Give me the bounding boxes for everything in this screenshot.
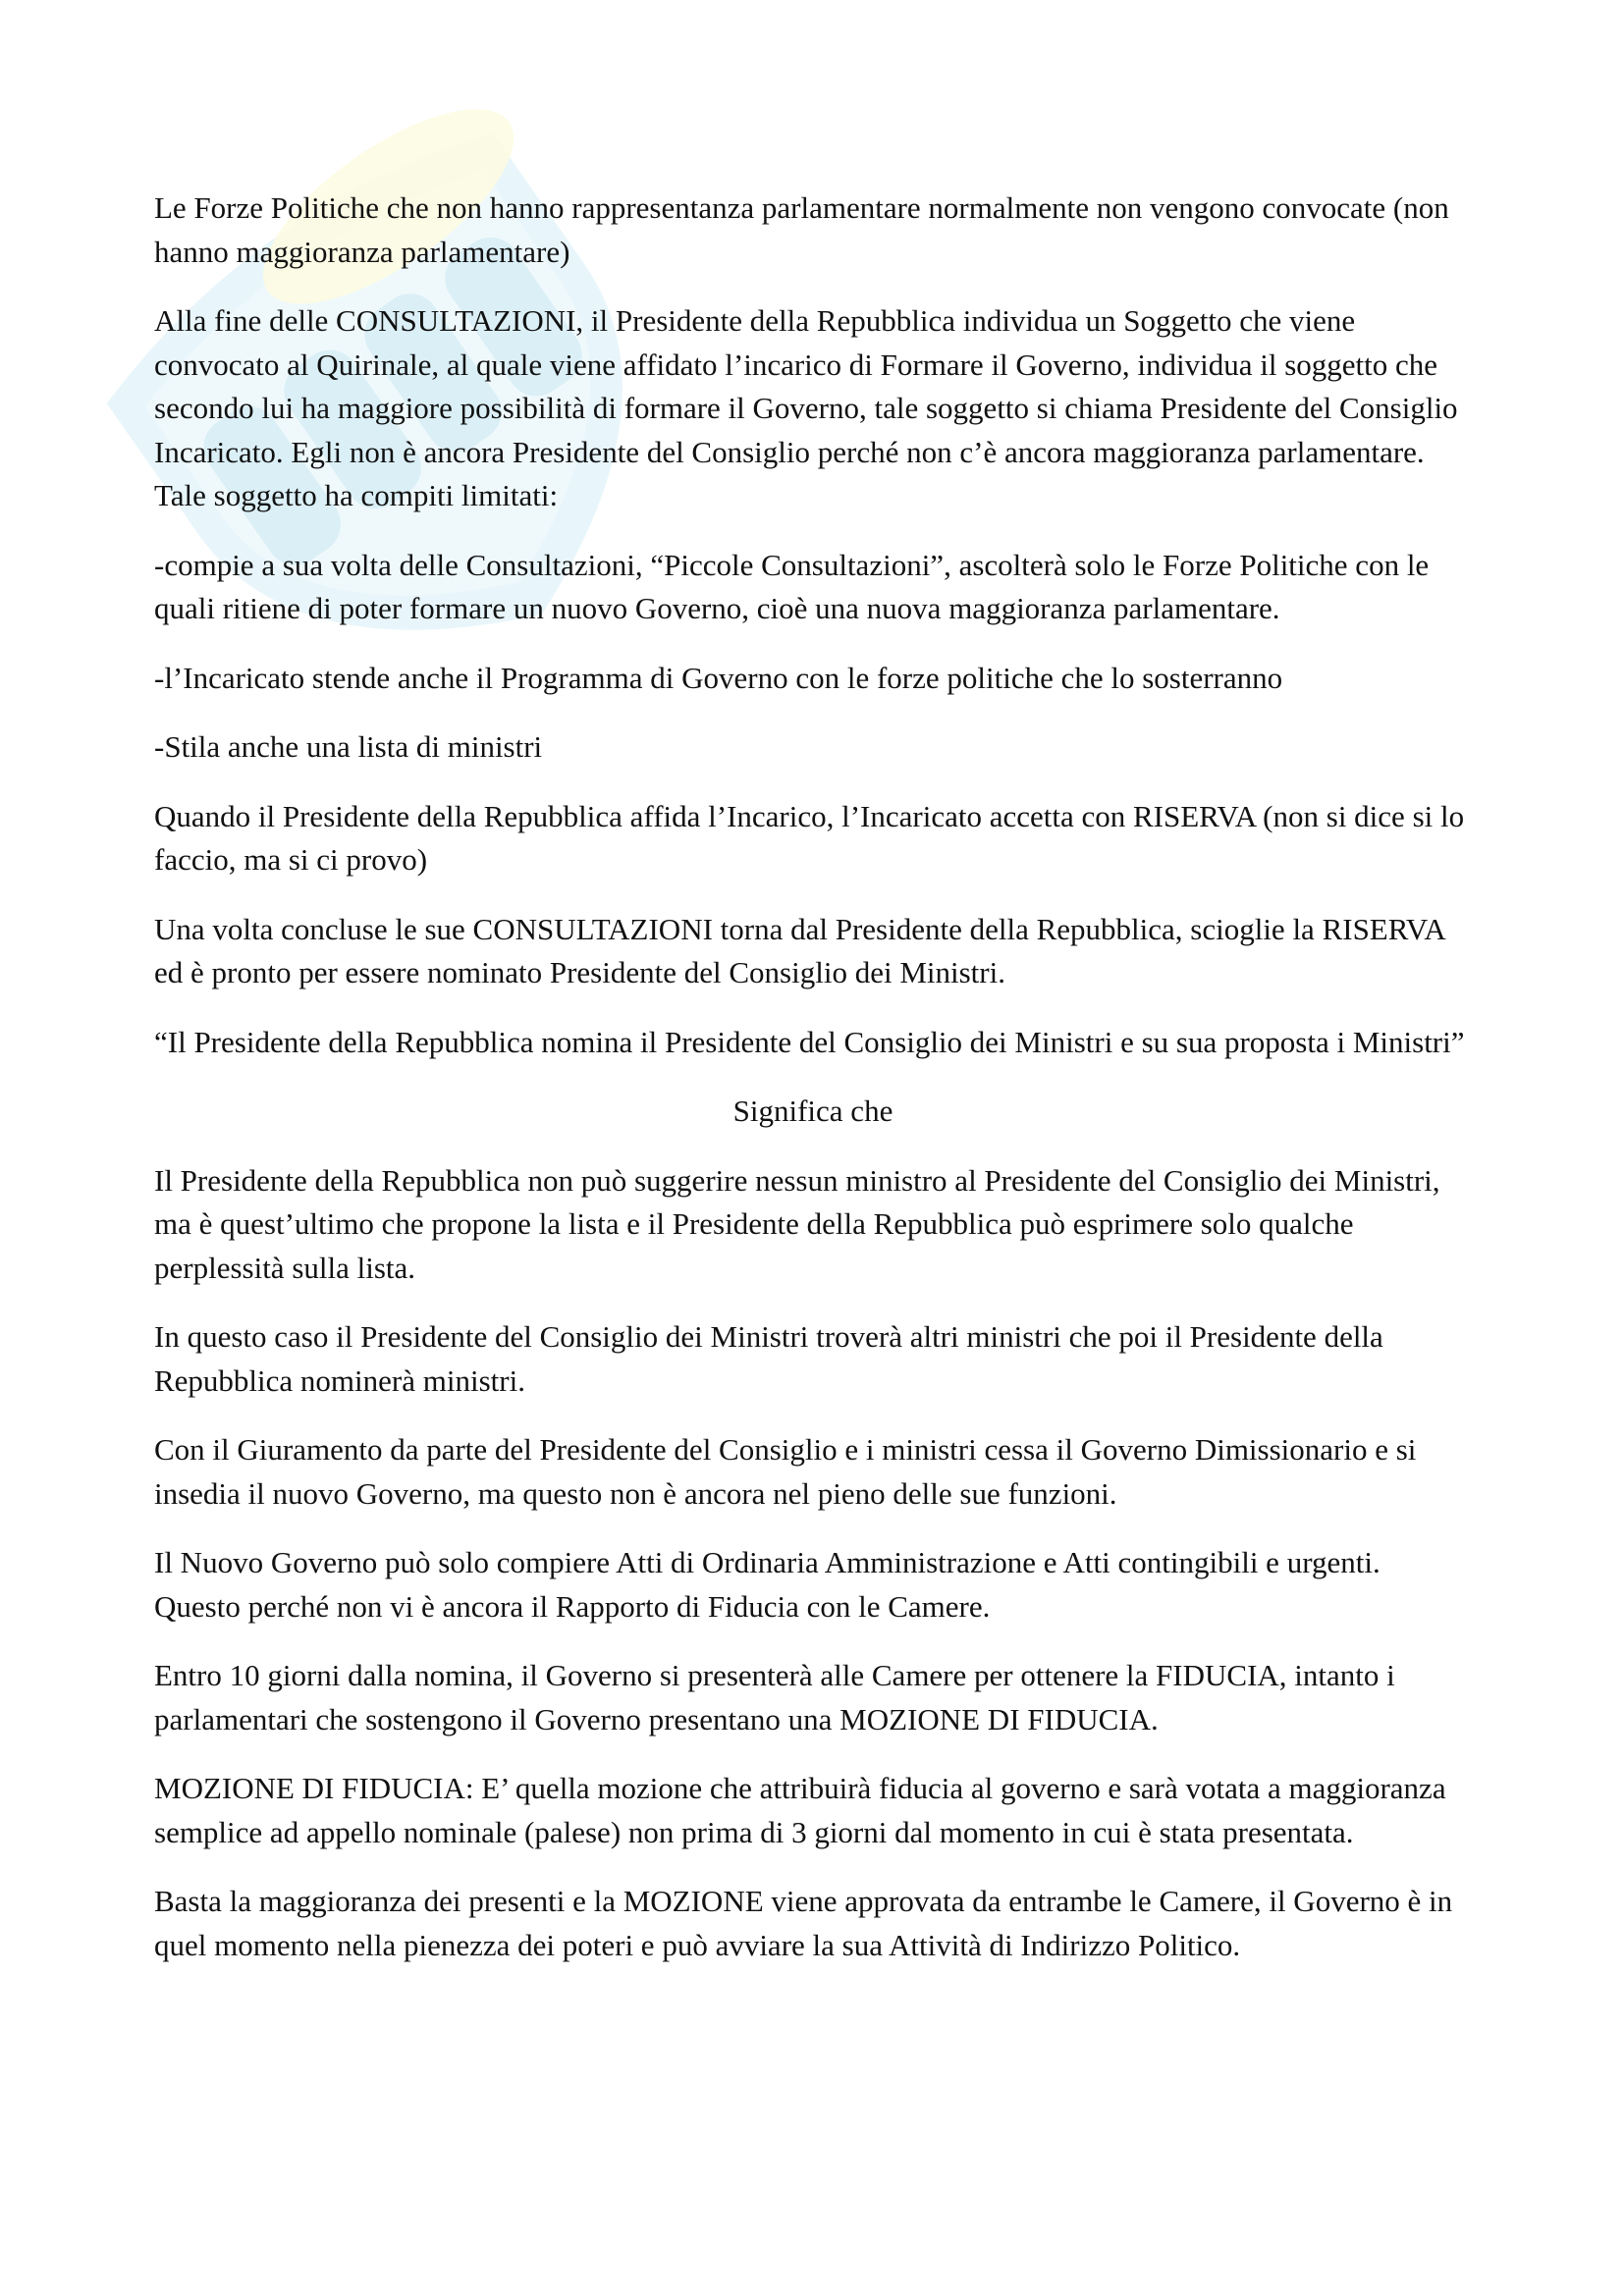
paragraph: Il Nuovo Governo può solo compiere Atti di Ordinaria Amministrazione e Atti contingibili e urgenti. Questo perché non vi è ancora il Rapporto di Fiducia con le Camere. <box>154 1545 1380 1624</box>
paragraph: Con il Giuramento da parte del Presidente del Consiglio e i ministri cessa il Governo Dimissionario e si insedia il nuovo Governo, ma questo non è ancora nel pieno delle sue funzioni. <box>154 1432 1417 1511</box>
paragraph: In questo caso il Presidente del Consiglio dei Ministri troverà altri ministri che poi il Presidente della Repubblica nominerà ministri. <box>154 1319 1383 1398</box>
paragraph: -compie a sua volta delle Consultazioni, “Piccole Consultazioni”, ascolterà solo le Forze Politiche con le quali ritiene di poter formare un nuovo Governo, cioè una nuova maggioranza parlamentare. <box>154 547 1430 625</box>
paragraph: “Il Presidente della Repubblica nomina il Presidente del Consiglio dei Ministri e su sua proposta i Ministri” <box>154 1024 1465 1059</box>
paragraph: Quando il Presidente della Repubblica affida l’Incarico, l’Incaricato accetta con RISERVA (non si dice si lo faccio, ma si ci provo) <box>154 798 1465 877</box>
paragraph: -l’Incaricato stende anche il Programma di Governo con le forze politiche che lo sosterranno <box>154 660 1283 695</box>
paragraph: Le Forze Politiche che non hanno rappresentanza parlamentare normalmente non vengono convocate (non hanno maggioranza parlamentare) <box>154 190 1449 269</box>
centered-heading: Significa che <box>732 1094 893 1128</box>
paragraph: Il Presidente della Repubblica non può suggerire nessun ministro al Presidente del Consiglio dei Ministri, ma è quest’ultimo che propone la lista e il Presidente della Repubblica può esprimere solo qualche perplessità sulla lista. <box>154 1162 1440 1285</box>
paragraph: Alla fine delle CONSULTAZIONI, il Presidente della Repubblica individua un Soggetto che viene convocato al Quirinale, al quale viene affidato l’incarico di Formare il Governo, individua il soggetto che secondo lui ha maggiore possibilità di formare il Governo, tale soggetto si chiama Presidente del Consiglio Incaricato. Egli non è ancora Presidente del Consiglio perché non c’è ancora maggioranza parlamentare. Tale soggetto ha compiti limitati: <box>154 303 1458 512</box>
paragraph: MOZIONE DI FIDUCIA: E’ quella mozione che attribuirà fiducia al governo e sarà votata a maggioranza semplice ad appello nominale (palese) non prima di 3 giorni dal momento in cui è stata presentata. <box>154 1771 1446 1849</box>
paragraph: -Stila anche una lista di ministri <box>154 729 543 764</box>
paragraph: Entro 10 giorni dalla nomina, il Governo si presenterà alle Camere per ottenere la FIDUCIA, intanto i parlamentari che sostengono il Governo presentano una MOZIONE DI FIDUCIA. <box>154 1658 1395 1736</box>
paragraph: Una volta concluse le sue CONSULTAZIONI torna dal Presidente della Repubblica, scioglie la RISERVA ed è pronto per essere nominato Presidente del Consiglio dei Ministri. <box>154 911 1445 989</box>
document-page <box>154 187 1472 1993</box>
paragraph: Basta la maggioranza dei presenti e la MOZIONE viene approvata da entrambe le Camere, il Governo è in quel momento nella pienezza dei poteri e può avviare la sua Attività di Indirizzo Politico. <box>154 1884 1453 1962</box>
